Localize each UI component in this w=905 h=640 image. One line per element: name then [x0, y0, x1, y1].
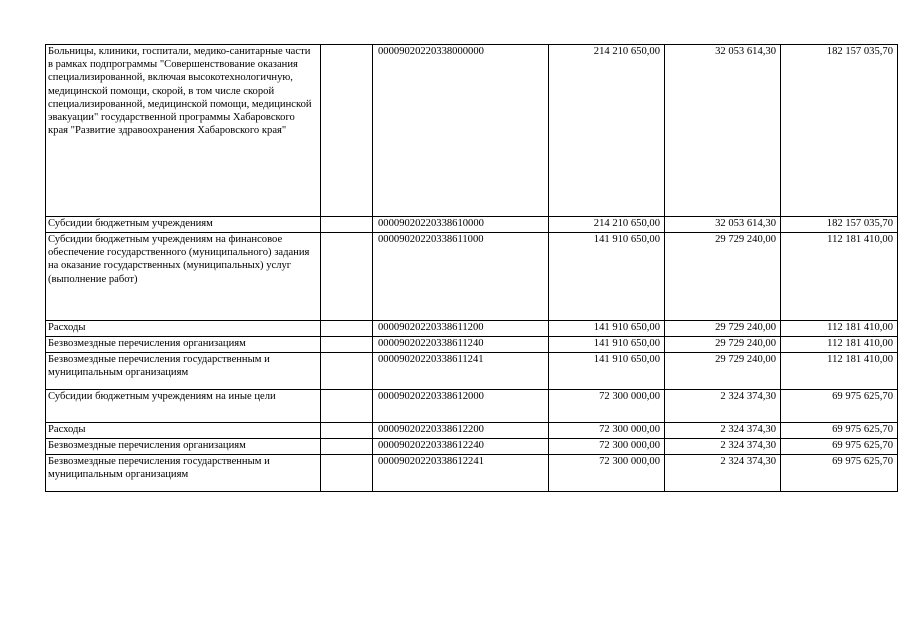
empty-cell: [321, 45, 373, 217]
empty-cell: [321, 321, 373, 337]
row-approved: 141 910 650,00: [549, 321, 665, 337]
empty-cell: [321, 423, 373, 439]
table-row: [46, 390, 898, 423]
row-executed: 2 324 374,30: [665, 423, 781, 439]
row-name: Больницы, клиники, госпитали, медико-санитарные части в рамках подпрограммы "Совершенствование оказания специализированной, включая высокотехнологичную, медицинской помощи, скорой, в том числе скорой специализированной, медицинской помощи, медицинской эвакуации" государственной программы Хабаровского края "Развитие здравоохранения Хабаровского края": [46, 45, 321, 217]
row-executed: 29 729 240,00: [665, 321, 781, 337]
row-code: 00009020220338000000: [373, 45, 549, 217]
row-name: Субсидии бюджетным учреждениям: [46, 217, 321, 233]
row-approved: 141 910 650,00: [549, 233, 665, 321]
table-row: [46, 455, 898, 492]
table-body: [46, 45, 898, 492]
table-row: [46, 337, 898, 353]
table-row: [46, 321, 898, 337]
table-row: [46, 45, 898, 217]
row-code: 00009020220338611240: [373, 337, 549, 353]
row-name: Безвозмездные перечисления организациям: [46, 337, 321, 353]
row-approved: 214 210 650,00: [549, 45, 665, 217]
row-approved: 72 300 000,00: [549, 390, 665, 423]
row-name: Безвозмездные перечисления организациям: [46, 439, 321, 455]
row-name: Субсидии бюджетным учреждениям на иные цели: [46, 390, 321, 423]
row-approved: 72 300 000,00: [549, 439, 665, 455]
row-approved: 72 300 000,00: [549, 455, 665, 492]
row-name: Расходы: [46, 423, 321, 439]
table-row: [46, 423, 898, 439]
row-executed: 2 324 374,30: [665, 455, 781, 492]
row-remainder: 112 181 410,00: [781, 321, 898, 337]
empty-cell: [321, 337, 373, 353]
row-code: 00009020220338612240: [373, 439, 549, 455]
table-row: [46, 233, 898, 321]
row-code: 00009020220338611000: [373, 233, 549, 321]
row-code: 00009020220338612000: [373, 390, 549, 423]
row-executed: 2 324 374,30: [665, 390, 781, 423]
table-row: [46, 439, 898, 455]
row-approved: 141 910 650,00: [549, 353, 665, 390]
row-executed: 29 729 240,00: [665, 233, 781, 321]
row-executed: 2 324 374,30: [665, 439, 781, 455]
row-executed: 32 053 614,30: [665, 217, 781, 233]
row-name: Субсидии бюджетным учреждениям на финансовое обеспечение государственного (муниципального) задания на оказание государственных (муниципальных) услуг (выполнение работ): [46, 233, 321, 321]
row-name: Безвозмездные перечисления государственным и муниципальным организациям: [46, 455, 321, 492]
row-approved: 72 300 000,00: [549, 423, 665, 439]
row-remainder: 69 975 625,70: [781, 439, 898, 455]
row-name: Расходы: [46, 321, 321, 337]
empty-cell: [321, 353, 373, 390]
row-code: 00009020220338611241: [373, 353, 549, 390]
table-row: [46, 217, 898, 233]
row-remainder: 69 975 625,70: [781, 423, 898, 439]
row-code: 00009020220338610000: [373, 217, 549, 233]
row-executed: 29 729 240,00: [665, 337, 781, 353]
empty-cell: [321, 390, 373, 423]
table-row: [46, 353, 898, 390]
row-name: Безвозмездные перечисления государственным и муниципальным организациям: [46, 353, 321, 390]
row-remainder: 69 975 625,70: [781, 455, 898, 492]
row-code: 00009020220338612200: [373, 423, 549, 439]
row-executed: 29 729 240,00: [665, 353, 781, 390]
row-remainder: 112 181 410,00: [781, 353, 898, 390]
row-code: 00009020220338612241: [373, 455, 549, 492]
row-remainder: 112 181 410,00: [781, 233, 898, 321]
row-remainder: 112 181 410,00: [781, 337, 898, 353]
row-executed: 32 053 614,30: [665, 45, 781, 217]
row-code: 00009020220338611200: [373, 321, 549, 337]
row-remainder: 182 157 035,70: [781, 45, 898, 217]
row-remainder: 69 975 625,70: [781, 390, 898, 423]
row-remainder: 182 157 035,70: [781, 217, 898, 233]
row-approved: 141 910 650,00: [549, 337, 665, 353]
empty-cell: [321, 455, 373, 492]
budget-execution-table: [45, 44, 898, 492]
empty-cell: [321, 439, 373, 455]
empty-cell: [321, 233, 373, 321]
empty-cell: [321, 217, 373, 233]
row-approved: 214 210 650,00: [549, 217, 665, 233]
